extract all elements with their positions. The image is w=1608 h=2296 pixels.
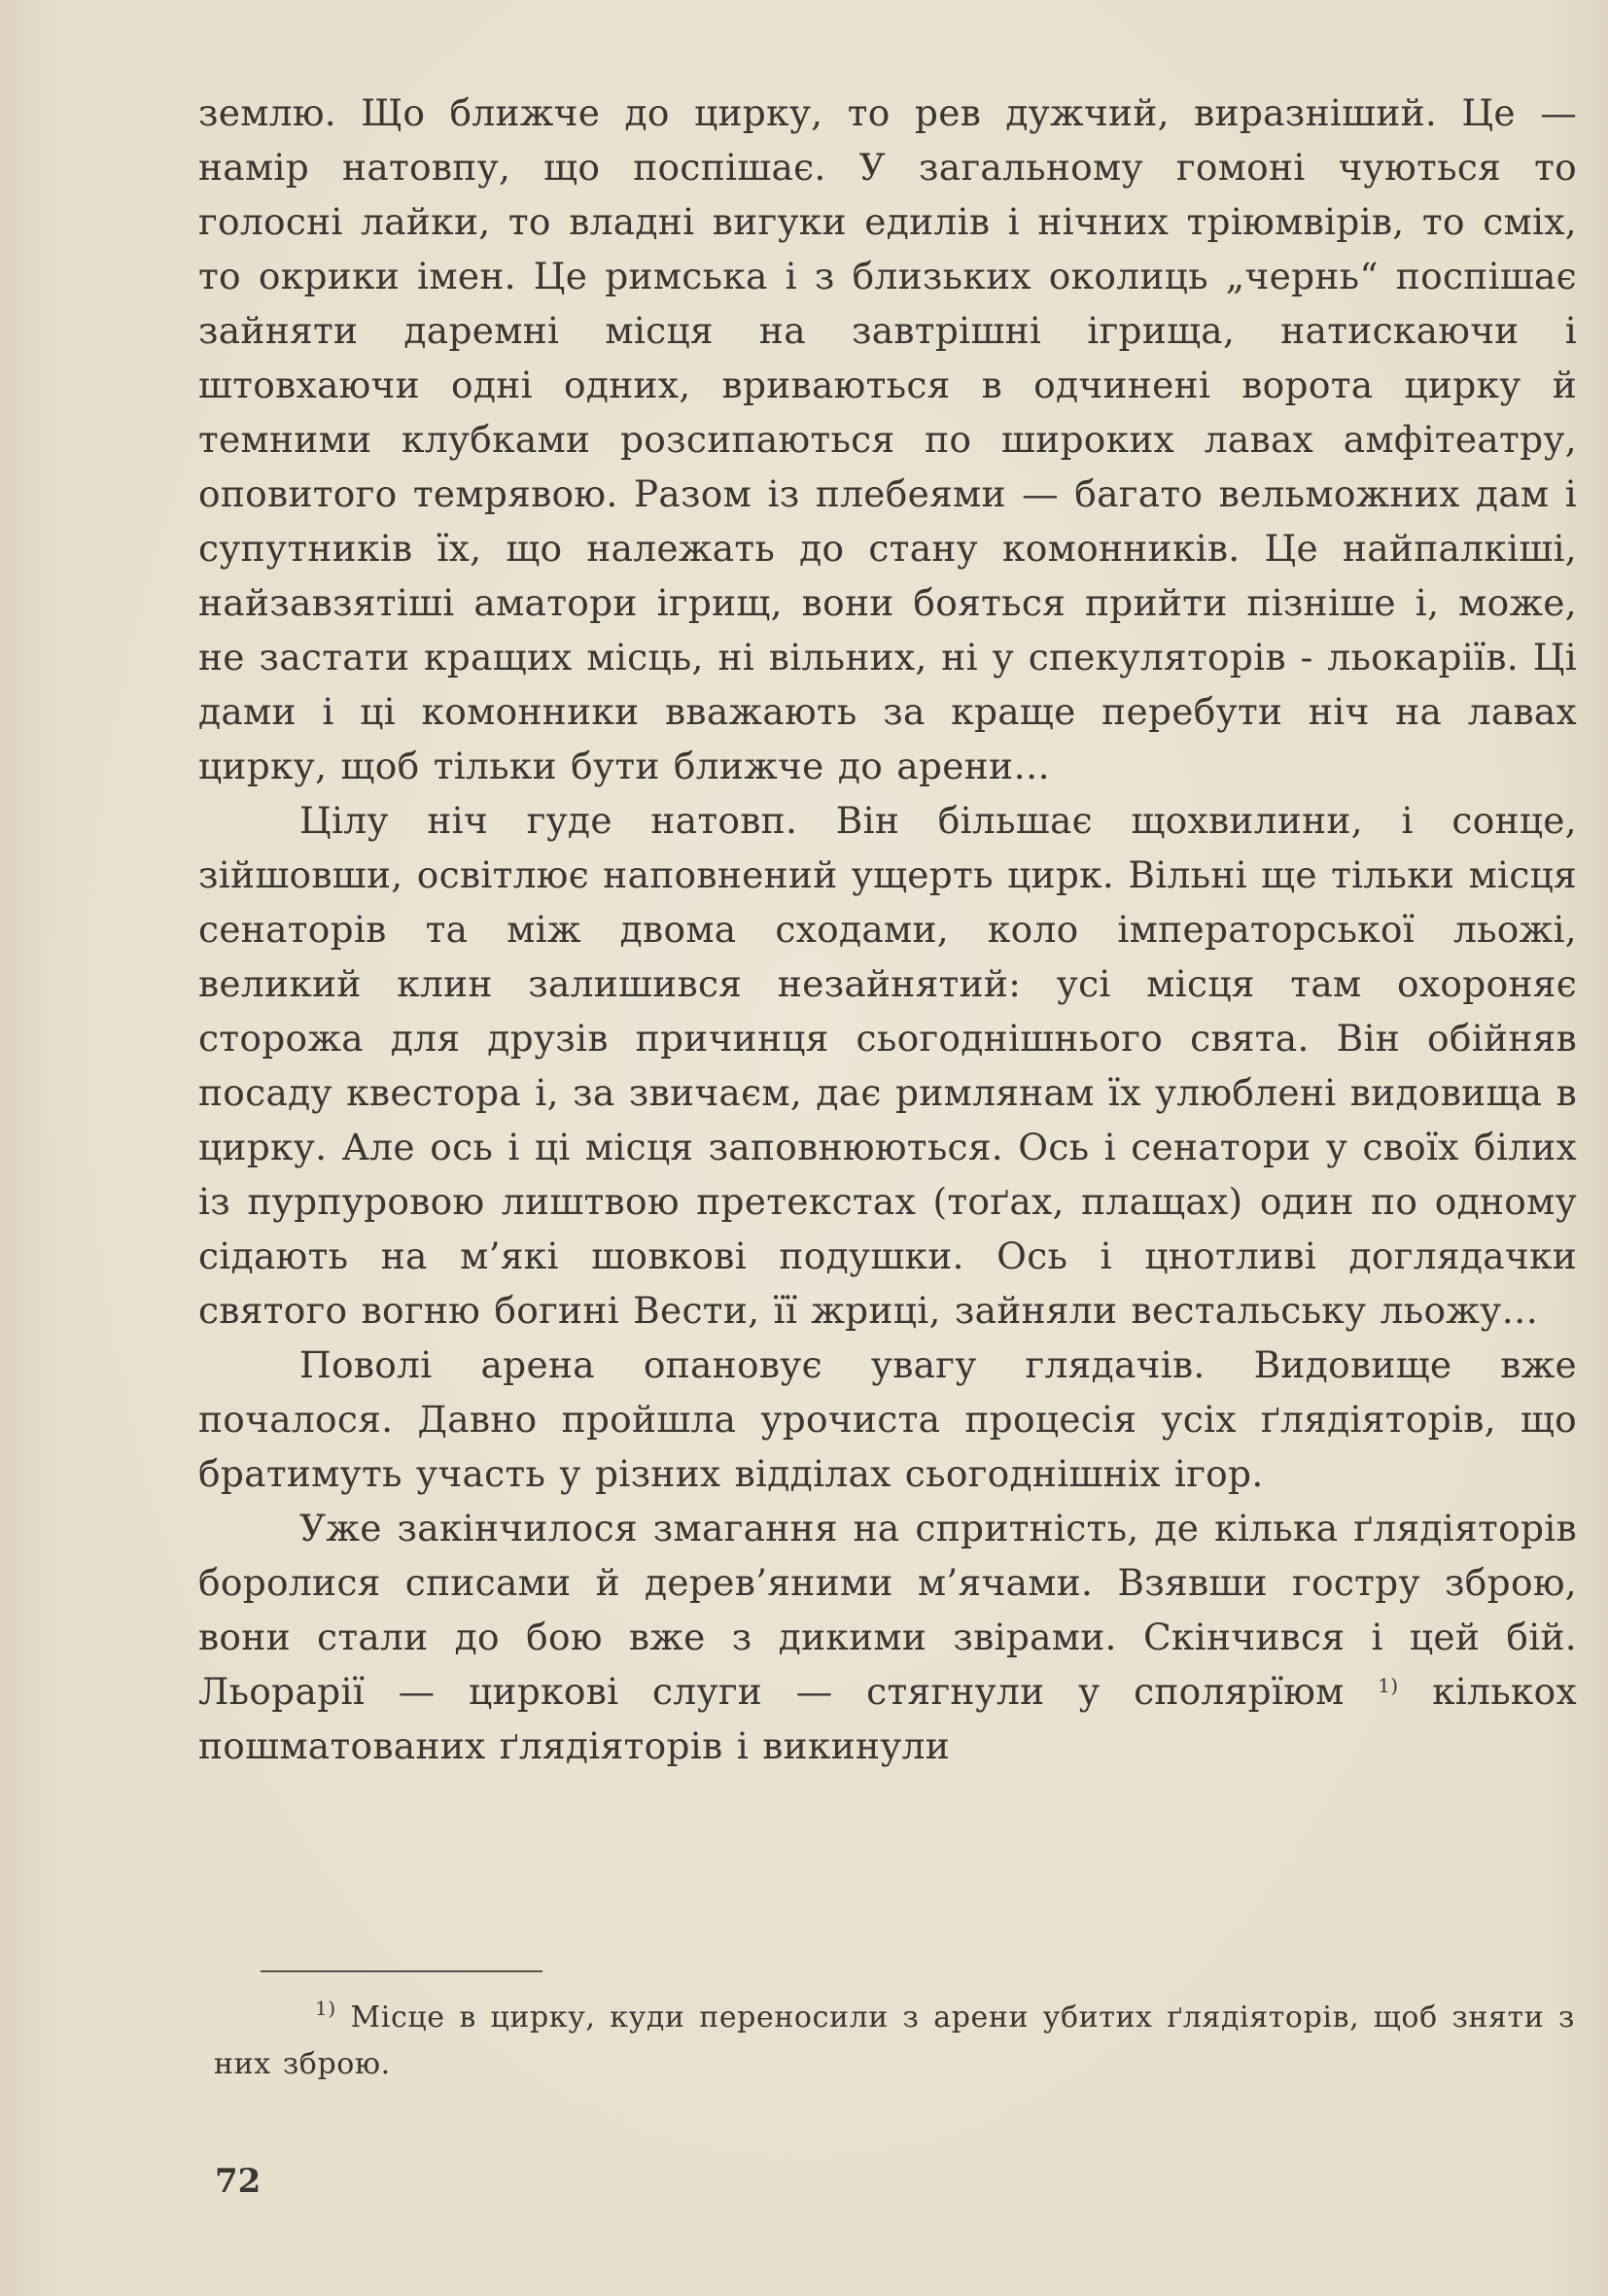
paragraph-1: землю. Що ближче до цирку, то рев дужчий, виразніший. Це — намір натовпу, що поспішає. У загальному гомоні чуються то голосні лайки, то владні вигуки едилів і нічних тріюмвірів, то сміх, то окрики імен. Це римська і з близьких околиць „чернь“ поспішає зайняти даремні місця на завтрішні ігрища, натискаючи і штовхаючи одні одних, вриваються в одчинені ворота цирку й темними клубками розсипаються по широких лавах амфітеатру, оповитого темрявою. Разом із плебеями — багато вельможних дам і супутників їх, що належать до стану комонників. Це найпалкіші, найзавзятіші аматори ігрищ, вони бояться прийти пізніше і, може, не застати кращих місць, ні вільних, ні у спекуляторів - льокаріїв. Ці дами і ці комонники вважають за краще перебути ніч на лавах цирку, щоб тільки бути ближче до арени… — [198, 91, 1577, 787]
footnote-marker: 1) — [315, 1997, 336, 2020]
paragraph-4 — [198, 1501, 1577, 1773]
body-text — [198, 86, 1577, 1773]
paragraph-3: Поволі арена опановує увагу глядачів. Видовище вже почалося. Давно пройшла урочиста процесія усіх ґлядіяторів, що братимуть участь у різних відділах сьогоднішніх ігор. — [198, 1343, 1577, 1495]
page-number: 72 — [215, 2162, 262, 2201]
paragraph-2: Цілу ніч гуде натовп. Він більшає щохвилини, і сонце, зійшовши, освітлює наповнений ущерть цирк. Вільні ще тільки місця сенаторів та між двома сходами, коло імператорської льожі, великий клин залишився незайнятий: усі місця там охороняє сторожа для друзів причинця сьогоднішнього свята. Він обійняв посаду квестора і, за звичаєм, дає римлянам їх улюблені видовища в цирку. Але ось і ці місця заповнюються. Ось і сенатори у своїх білих із пурпуровою лиштвою претекстах (тоґах, плащах) один по одному сідають на м’які шовкові подушки. Ось і цнотливі доглядачки святого вогню богині Вести, її жриці, зайняли вестальську льожу… — [198, 799, 1577, 1332]
footnote-divider — [261, 1970, 542, 1972]
footnote — [214, 1995, 1575, 2088]
footnote-reference: 1) — [1378, 1674, 1399, 1697]
paragraph-4-tail: кількох пошматованих ґлядіяторів і викинули — [198, 1670, 1577, 1767]
paragraph-4-text: Уже закінчилося змагання на спритність, де кілька ґлядіяторів боролися списами й дерев’яними м’ячами. Взявши гостру зброю, вони стали до бою вже з дикими звірами. Скінчився і цей бій. Льорарії — циркові слуги — стягнули у сполярїюм — [198, 1507, 1577, 1713]
footnote-text: Місце в цирку, куди переносили з арени убитих ґлядіяторів, щоб зняти з них зброю. — [214, 2000, 1575, 2081]
